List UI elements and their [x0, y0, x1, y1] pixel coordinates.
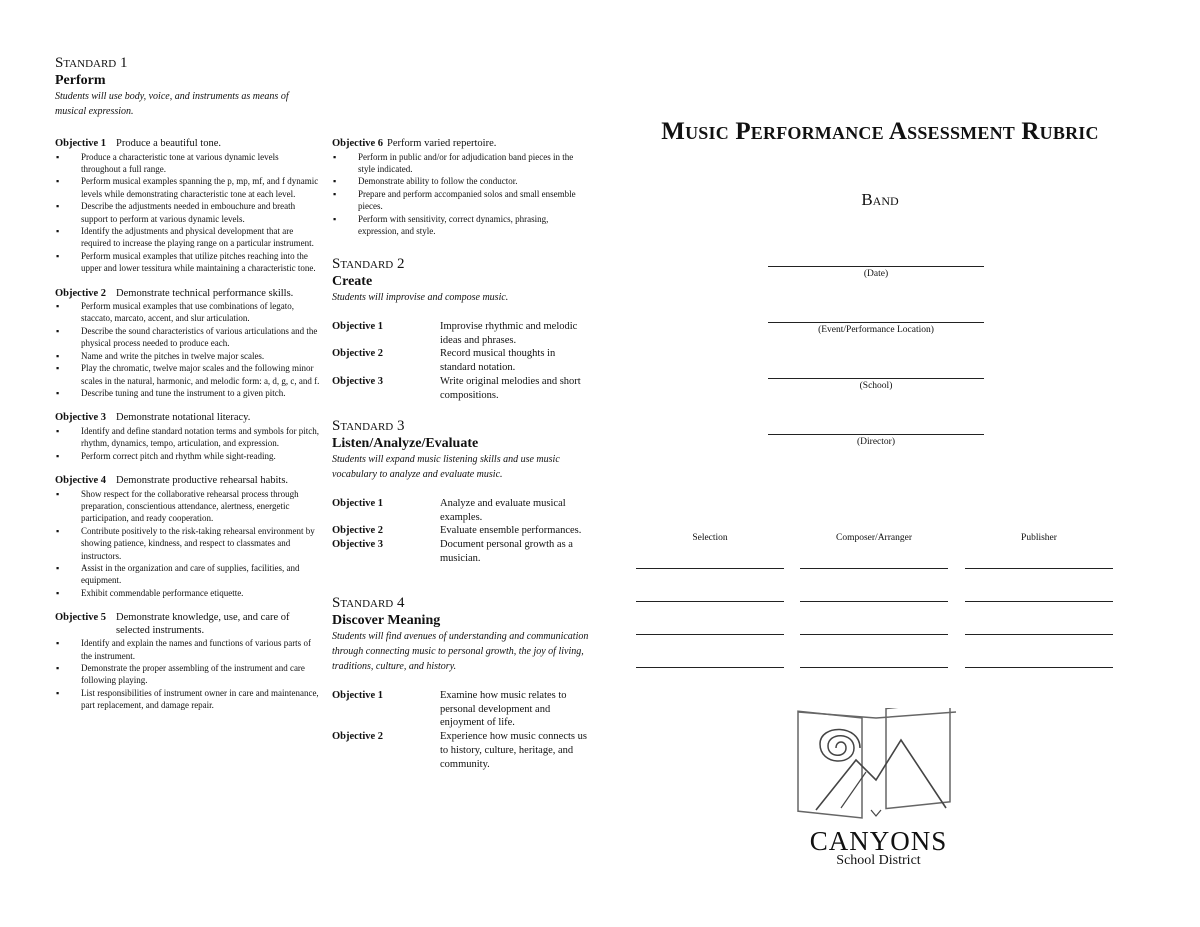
objective-bullets [55, 425, 320, 462]
selection-entry-line[interactable] [965, 634, 1113, 635]
objective-label: Objective 3 [55, 412, 107, 424]
standard-2-number: Standard 2 [332, 256, 405, 272]
standard-4-number: Standard 4 [332, 595, 405, 611]
objective-heading [332, 138, 590, 151]
objective-label: Objective 2 [55, 287, 107, 299]
standard-4-title: Discover Meaning [332, 613, 441, 628]
selection-entry-line[interactable] [965, 667, 1113, 668]
objective-bullet: ▪ Exhibit commendable performance etiquette. [81, 587, 320, 599]
selection-entry-line[interactable] [636, 568, 784, 569]
objective-text: Improvise rhythmic and melodic ideas and phrases. [440, 321, 578, 346]
objective-block [55, 475, 320, 599]
location-field-label: (Event/Performance Location) [818, 325, 934, 335]
objective-bullet: ▪ Describe the sound characteristics of various articulations and the physical process needed to produce each. [81, 325, 320, 350]
objective-block [55, 612, 320, 711]
date-field-label: (Date) [863, 269, 889, 279]
selection-entry-line[interactable] [800, 601, 948, 602]
objective-text: Document personal growth as a musician. [440, 539, 573, 564]
objective-bullet: ▪ Contribute positively to the risk-taking rehearsal environment by showing patience, kindness, and respect to classmates and instructors. [81, 525, 320, 562]
standard-2-title: Create [332, 274, 373, 289]
objective-row [332, 689, 592, 730]
cover-title: Music Performance Assessment Rubric [661, 118, 1099, 145]
objective-label: Objective 4 [55, 475, 107, 487]
objective-bullet: ▪ Perform correct pitch and rhythm while sight-reading. [81, 450, 320, 462]
objective-bullets [332, 151, 590, 238]
objective-row [332, 375, 592, 402]
objective-text: Write original melodies and short compositions. [440, 375, 581, 401]
objective-row [332, 497, 592, 524]
selection-entry-line[interactable] [800, 667, 948, 668]
selection-entry-line[interactable] [965, 601, 1113, 602]
objective-bullet: ▪ Describe tuning and tune the instrument to a given pitch. [81, 387, 320, 399]
objective-row [332, 730, 592, 771]
objective-bullet: ▪ Identify and explain the names and functions of various parts of the instrument. [81, 637, 320, 662]
objective-label: Objective 3 [332, 375, 384, 387]
objective-bullet: ▪ Identify and define standard notation terms and symbols for pitch, rhythm, dynamics, tempo, articulation, and expression. [81, 425, 320, 450]
objective-title: Perform varied repertoire. [387, 138, 497, 149]
composer-header: Composer/Arranger [836, 533, 912, 543]
standard-1-objectives [55, 138, 320, 725]
objective-label: Objective 3 [332, 539, 384, 551]
objective-label: Objective 1 [332, 690, 384, 701]
objective-bullets [55, 488, 320, 600]
objective-bullet: ▪ Play the chromatic, twelve major scales and the following minor scales in the natural, harmonic, and melodic form: a, d, g, c, and f. [81, 362, 320, 387]
date-field[interactable] [768, 266, 984, 279]
objective-label: Objective 5 [55, 612, 107, 624]
objective-row [332, 320, 592, 347]
objective-bullets [55, 300, 320, 399]
standard-4-block [332, 595, 592, 771]
standard-1-description: Students will use body, voice, and instruments as means of musical expression. [55, 91, 289, 117]
director-field-label: (Director) [857, 437, 895, 447]
objective-block [55, 288, 320, 400]
school-field[interactable] [768, 378, 984, 391]
objective-label: Objective 2 [332, 348, 384, 360]
standard-1-header [55, 55, 320, 119]
standard-2-block [332, 256, 592, 402]
publisher-header: Publisher [1021, 533, 1057, 543]
objective-bullet: ▪ Show respect for the collaborative rehearsal process through preparation, conscientious attendance, alertness, energetic participation, and ready cooperation. [81, 488, 320, 525]
school-field-label: (School) [859, 381, 893, 391]
selection-entry-line[interactable] [800, 634, 948, 635]
objective-bullet: ▪ Identify the adjustments and physical development that are required to increase the playing range on a particular instrument. [81, 225, 320, 250]
objective-bullet: ▪ Prepare and perform accompanied solos and small ensemble pieces. [358, 188, 590, 213]
objective-text: Experience how music connects us to history, culture, heritage, and community. [440, 731, 587, 770]
objective-text: Examine how music relates to personal development and enjoyment of life. [440, 690, 567, 729]
objective-bullet: ▪ Perform musical examples that use combinations of legato, staccato, marcato, accent, and slur articulation. [81, 300, 320, 325]
objective-row [332, 524, 592, 538]
selection-entry-line[interactable] [636, 601, 784, 602]
objective-label: Objective 1 [55, 138, 107, 149]
objective-heading [55, 288, 320, 301]
logo-subtitle: School District [836, 853, 921, 868]
standard-3-title: Listen/Analyze/Evaluate [332, 436, 479, 451]
objective-bullet: ▪ Perform musical examples that utilize pitches reaching into the upper and lower tessitura while maintaining a characteristic tone. [81, 250, 320, 275]
cover-panel [600, 0, 1160, 927]
objective-6 [332, 138, 590, 237]
objective-text: Analyze and evaluate musical examples. [440, 498, 566, 523]
objective-text: Evaluate ensemble performances. [440, 525, 582, 537]
objective-bullet: ▪ Assist in the organization and care of supplies, facilities, and equipment. [81, 562, 320, 587]
standard-1-number: Standard 1 [55, 55, 128, 71]
objective-label: Objective 6 [332, 138, 384, 149]
objective-block [55, 412, 320, 462]
district-logo [796, 708, 961, 869]
selection-entry-line[interactable] [636, 667, 784, 668]
standard-4-objectives [332, 689, 592, 771]
standard-2-objectives [332, 320, 592, 402]
standard-3-description: Students will expand music listening skills and use music vocabulary to analyze and evaluate music. [332, 454, 560, 480]
standard-3-number: Standard 3 [332, 418, 405, 434]
location-field[interactable] [768, 322, 984, 335]
objective-bullets [55, 151, 320, 275]
standard-3-objectives [332, 497, 592, 566]
objective-title: Demonstrate notational literacy. [116, 412, 251, 424]
objective-heading [55, 612, 320, 637]
standard-2-description: Students will improvise and compose music. [332, 292, 509, 303]
objective-heading [55, 412, 320, 425]
objective-block [55, 138, 320, 275]
objective-bullet: ▪ Perform in public and/or for adjudication band pieces in the style indicated. [358, 151, 590, 176]
objective-bullets [55, 637, 320, 711]
objective-bullet: ▪ Demonstrate the proper assembling of the instrument and care following playing. [81, 662, 320, 687]
standard-4-description: Students will find avenues of understanding and communication through connecting music to personal growth, the joy of living, traditions, culture, and history. [332, 631, 589, 672]
objective-bullet: ▪ Produce a characteristic tone at various dynamic levels throughout a full range. [81, 151, 320, 176]
selection-header: Selection [692, 533, 728, 543]
objective-title: Demonstrate productive rehearsal habits. [116, 475, 289, 487]
objective-label: Objective 2 [332, 525, 384, 537]
standard-1-title: Perform [55, 73, 106, 88]
objective-bullet: ▪ Perform with sensitivity, correct dynamics, phrasing, expression, and style. [358, 213, 590, 238]
objective-row [332, 347, 592, 374]
objective-title: Produce a beautiful tone. [116, 138, 221, 149]
director-field[interactable] [768, 434, 984, 447]
objective-row [332, 538, 592, 565]
objective-bullet: ▪ Name and write the pitches in twelve major scales. [81, 350, 320, 362]
objective-bullet: ▪ Perform musical examples spanning the p, mp, mf, and f dynamic levels while demonstrating characteristic tone at each level. [81, 175, 320, 200]
objective-bullet: ▪ List responsibilities of instrument owner in care and maintenance, part replacement, and damage repair. [81, 687, 320, 712]
standard-3-block [332, 418, 592, 566]
objective-title: Demonstrate technical performance skills. [116, 287, 294, 299]
objective-bullet: ▪ Demonstrate ability to follow the conductor. [358, 175, 590, 187]
objective-label: Objective 1 [332, 321, 384, 332]
selection-entry-line[interactable] [636, 634, 784, 635]
cover-subtitle: Band [861, 190, 899, 209]
canyons-logo-icon [796, 708, 961, 828]
objective-label: Objective 2 [332, 731, 384, 743]
selection-entry-line[interactable] [800, 568, 948, 569]
objective-title: Demonstrate knowledge, use, and care of selected instruments. [116, 612, 290, 636]
objective-bullet: ▪ Describe the adjustments needed in embouchure and breath support to perform at various dynamic levels. [81, 200, 320, 225]
selection-entry-line[interactable] [965, 568, 1113, 569]
objective-text: Record musical thoughts in standard notation. [440, 348, 556, 374]
objective-heading [55, 475, 320, 488]
objective-heading [55, 138, 320, 151]
logo-name: CANYONS [809, 826, 948, 856]
objective-label: Objective 1 [332, 498, 384, 509]
